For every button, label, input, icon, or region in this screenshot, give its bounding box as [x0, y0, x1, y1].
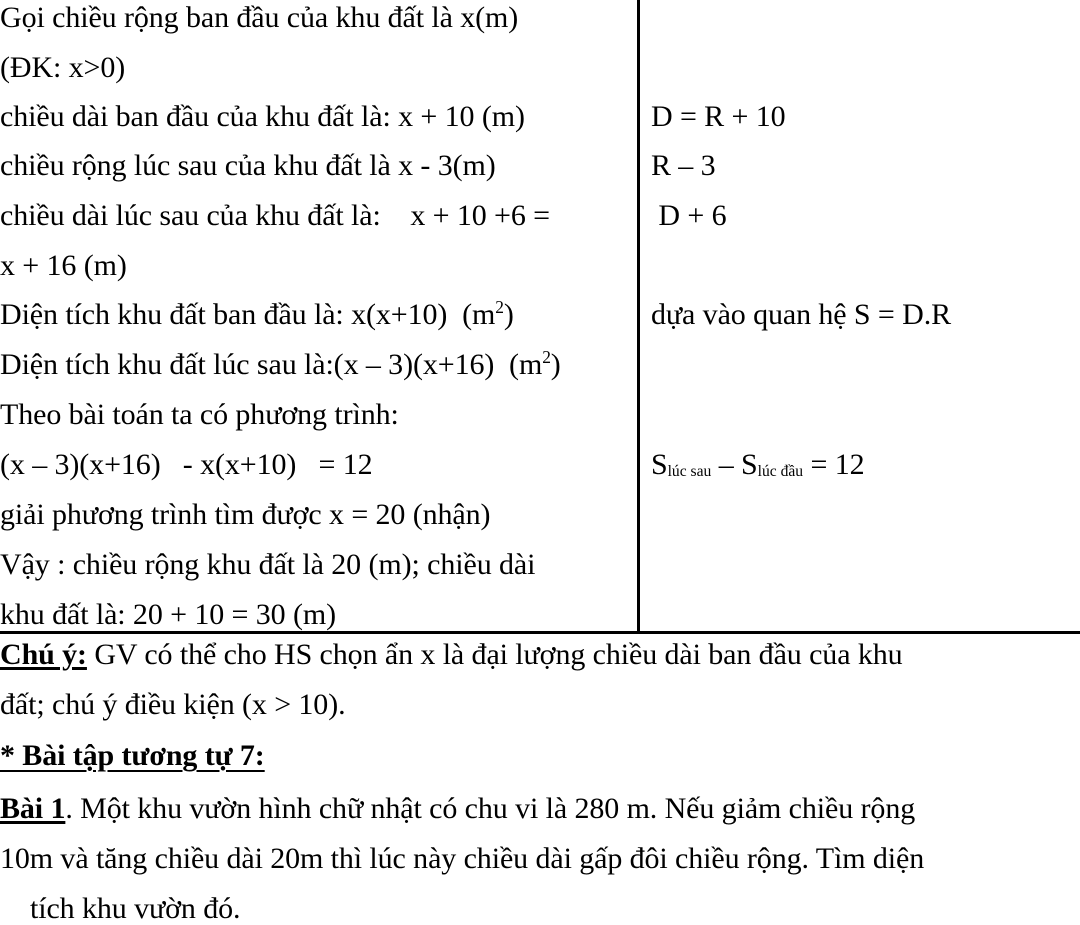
- solution-right-column: [645, 0, 1080, 632]
- area-initial-suffix: ): [503, 298, 514, 331]
- annotation-area-equation: [651, 449, 865, 488]
- solution-line-area-after: [0, 349, 561, 381]
- exercise-line-1: [0, 793, 915, 825]
- note-line-2: đất; chú ý điều kiện (x > 10).: [0, 688, 346, 721]
- solution-line-conclusion: Vậy : chiều rộng khu đất là 20 (m); chiều dài: [0, 548, 536, 581]
- solution-line-declare-variable: Gọi chiều rộng ban đầu của khu đất là x(m): [0, 1, 519, 34]
- area-eq-operator: –: [711, 448, 742, 481]
- area-eq-s2: S: [741, 448, 758, 481]
- similar-exercises-heading: * Bài tập tương tự 7:: [0, 739, 265, 772]
- area-eq-subscript-initial: lúc đầu: [757, 462, 804, 480]
- area-eq-result: = 12: [803, 448, 865, 481]
- solution-line-width-after: chiều rộng lúc sau của khu đất là x - 3(m): [0, 149, 496, 182]
- area-initial-prefix: Diện tích khu đất ban đầu là: x(x+10) (m: [0, 298, 496, 331]
- solution-line-equation-intro: Theo bài toán ta có phương trình:: [0, 398, 399, 431]
- note-text-1: GV có thể cho HS chọn ẩn x là đại lượng chiều dài ban đầu của khu: [86, 638, 903, 671]
- annotation-width-after: R – 3: [651, 149, 716, 182]
- notes-region: [0, 634, 1080, 925]
- area-eq-subscript-after: lúc sau: [667, 462, 712, 480]
- solution-line-condition: (ĐK: x>0): [0, 51, 126, 84]
- solution-line-solve: giải phương trình tìm được x = 20 (nhận): [0, 498, 491, 531]
- annotation-area-relation: dựa vào quan hệ S = D.R: [651, 298, 951, 331]
- exercise-label: Bài 1: [0, 792, 66, 825]
- area-initial-exponent: 2: [495, 297, 504, 317]
- area-after-exponent: 2: [542, 347, 551, 367]
- area-after-suffix: ): [550, 348, 561, 381]
- exercise-line-3-clipped: tích khu vườn đó.: [30, 892, 241, 925]
- solution-line-initial-length: chiều dài ban đầu của khu đất là: x + 10 (m): [0, 100, 525, 133]
- solution-line-equation: (x – 3)(x+16) - x(x+10) = 12: [0, 448, 373, 481]
- note-label: Chú ý:: [0, 638, 87, 671]
- exercise-line-2: 10m và tăng chiều dài 20m thì lúc này chiều dài gấp đôi chiều rộng. Tìm diện: [0, 842, 925, 875]
- annotation-length-relation: D = R + 10: [651, 100, 786, 133]
- area-eq-s1: S: [651, 448, 668, 481]
- note-line-1: [0, 639, 903, 671]
- column-divider: [637, 0, 640, 633]
- solution-left-column: [0, 0, 636, 632]
- annotation-length-after: D + 6: [651, 199, 727, 232]
- solution-line-conclusion-cont: khu đất là: 20 + 10 = 30 (m): [0, 598, 336, 631]
- exercise-text-1: . Một khu vườn hình chữ nhật có chu vi là 280 m. Nếu giảm chiều rộng: [65, 792, 916, 825]
- area-after-prefix: Diện tích khu đất lúc sau là:(x – 3)(x+16) (m: [0, 348, 543, 381]
- solution-line-length-after: chiều dài lúc sau của khu đất là: x + 10 +6 =: [0, 199, 550, 232]
- solution-line-length-after-cont: x + 16 (m): [0, 249, 127, 282]
- solution-line-area-initial: [0, 299, 514, 331]
